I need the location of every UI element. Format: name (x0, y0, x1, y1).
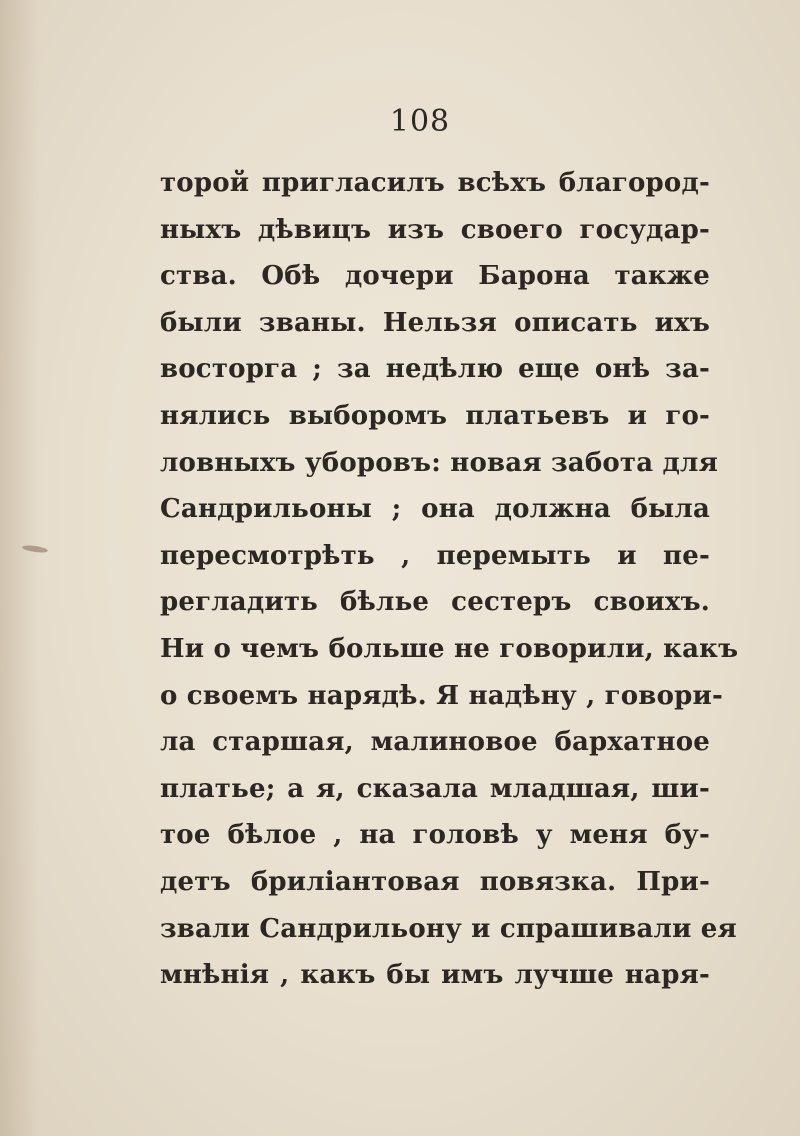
text-line: были званы. Нельзя описать ихъ (160, 307, 710, 338)
page-number: 108 (389, 104, 451, 139)
text-line: регладить бѣлье сестеръ своихъ. (160, 587, 710, 618)
text-line: нялись выборомъ платьевъ и го- (160, 400, 710, 431)
text-line: детъ бриліантовая повязка. При- (160, 866, 710, 897)
text-line: ства. Обѣ дочери Барона также (160, 261, 710, 292)
text-line: звали Сандрильону и спрашивали ея (160, 913, 737, 944)
text-line: восторга ; за недѣлю еще онѣ за- (160, 354, 710, 385)
text-line: ловныхъ уборовъ: новая забота для (160, 447, 718, 478)
text-line: о своемъ нарядѣ. Я надѣну , говори- (160, 680, 723, 711)
page-edge-shadow (0, 0, 40, 1136)
text-line: пересмотрѣть , перемыть и пе- (160, 540, 710, 571)
text-block (160, 160, 739, 999)
text-line: ныхъ дѣвицъ изъ своего государ- (160, 214, 710, 245)
text-line: ла старшая, малиновое бархатное (160, 727, 710, 758)
text-line: тое бѣлое , на головѣ у меня бу- (160, 820, 710, 851)
text-line: платье; а я, сказала младшая, ши- (160, 773, 710, 804)
text-line: Ни о чемъ больше не говорили, какъ (160, 633, 739, 664)
text-line: Сандрильоны ; она должна была (160, 494, 710, 525)
text-line: торой пригласилъ всѣхъ благород- (160, 168, 710, 198)
text-line: мнѣнія , какъ бы имъ лучше наря- (160, 960, 710, 991)
